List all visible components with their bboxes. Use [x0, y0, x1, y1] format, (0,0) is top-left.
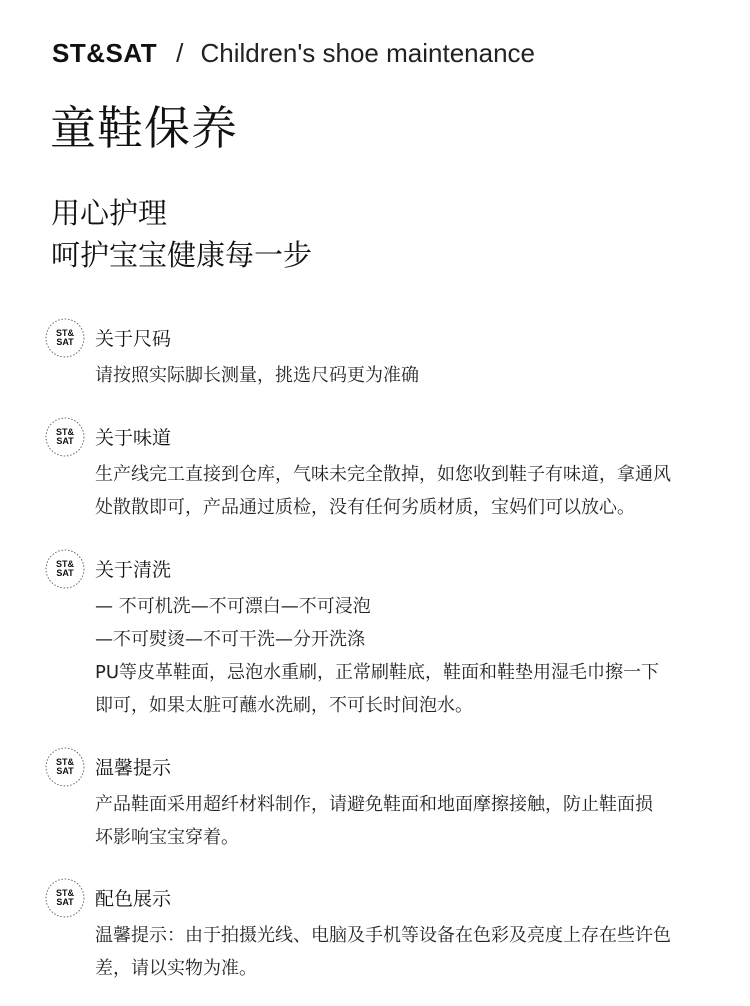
st-sat-badge-icon: [43, 876, 87, 920]
body-line: 差，请以实物为准。: [95, 958, 257, 979]
badge-text-line-2: SAT: [56, 897, 74, 907]
badge-text-line-1: ST&: [56, 559, 74, 569]
section-title: 温馨提示: [95, 757, 172, 779]
badge-text-line-2: SAT: [56, 337, 74, 347]
body-line: 生产线完工直接到仓库，气味未完全散掉，如您收到鞋子有味道，拿通风: [95, 464, 671, 485]
body-line: —不可熨烫—不可干洗—分开洗涤: [95, 629, 365, 650]
brand-logo-text: ST&SAT: [52, 38, 158, 68]
body-line: 请按照实际脚长测量，挑选尺码更为准确: [95, 365, 419, 386]
header-subtitle: Children's shoe maintenance: [200, 38, 535, 68]
st-sat-badge-icon: [43, 547, 87, 591]
badge-text-line-1: ST&: [56, 888, 74, 898]
body-line: 温馨提示：由于拍摄光线、电脑及手机等设备在色彩及亮度上存在些许色: [95, 925, 671, 946]
tagline-line-1: 用心护理: [51, 196, 168, 230]
section-size: [43, 316, 723, 392]
body-line: 处散散即可，产品通过质检，没有任何劣质材质，宝妈们可以放心。: [95, 497, 635, 518]
section-body: [95, 458, 723, 524]
header-separator: /: [176, 38, 184, 68]
section-body: [95, 919, 723, 985]
body-line: PU等皮革鞋面，忌泡水重刷，正常刷鞋底，鞋面和鞋垫用湿毛巾擦一下: [95, 662, 660, 683]
section-title: 关于清洗: [95, 559, 172, 581]
body-line: 坏影响宝宝穿着。: [95, 827, 239, 848]
page-title: 童鞋保养: [50, 101, 238, 155]
section-title: 配色展示: [95, 888, 172, 910]
section-title: 关于尺码: [95, 328, 172, 350]
st-sat-badge-icon: [43, 316, 87, 360]
section-washing: [43, 547, 723, 722]
badge-text-line-1: ST&: [56, 328, 74, 338]
section-smell: [43, 415, 723, 524]
section-body: [95, 788, 723, 854]
body-line: — 不可机洗—不可漂白—不可浸泡: [95, 596, 371, 617]
section-color-display: [43, 876, 723, 985]
section-body: [95, 590, 723, 722]
st-sat-badge-icon: [43, 745, 87, 789]
badge-text-line-1: ST&: [56, 427, 74, 437]
tagline-line-2: 呵护宝宝健康每一步: [51, 238, 313, 272]
section-tips: [43, 745, 723, 854]
badge-text-line-1: ST&: [56, 757, 74, 767]
section-title: 关于味道: [95, 427, 172, 449]
body-line: 产品鞋面采用超纤材料制作，请避免鞋面和地面摩擦接触，防止鞋面损: [95, 794, 653, 815]
badge-text-line-2: SAT: [56, 766, 74, 776]
badge-text-line-2: SAT: [56, 568, 74, 578]
body-line: 即可，如果太脏可蘸水洗刷，不可长时间泡水。: [95, 695, 473, 716]
st-sat-badge-icon: [43, 415, 87, 459]
section-body: [95, 359, 723, 392]
tagline: [51, 192, 312, 276]
header: [52, 38, 535, 69]
badge-text-line-2: SAT: [56, 436, 74, 446]
